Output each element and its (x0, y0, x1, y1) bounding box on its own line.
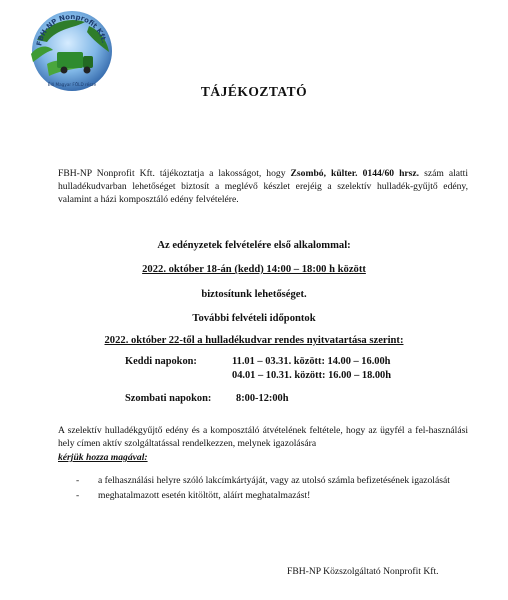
tuesday-hours-2: 04.01 – 10.31. között: 16.00 – 18.00h (232, 370, 392, 381)
intro-address: Zsombó, külter. 0144/60 hrsz. (290, 168, 420, 179)
list-item-text: a felhasználási helyre szóló lakcímkártyáját, vagy az utolsó számla befizetésének igazolását (98, 475, 450, 486)
tuesday-hours-1: 11.01 – 03.31. között: 14.00 – 16.00h (232, 356, 391, 367)
conditions-paragraph: A szelektív hulladékgyűjtő edény és a komposztáló átvételének feltétele, hogy az ügyfél a fel-használási hely címen aktív szolgáltatással rendelkezzen, melynek igazolására (58, 425, 468, 449)
further-dates-from: 2022. október 22-től a hulladékudvar rendes nyitvatartása szerint: (104, 335, 404, 346)
intro-paragraph (58, 167, 468, 206)
logo-small-text: Élő Magyar FÖLD része (47, 82, 97, 87)
first-pickup-heading: Az edényzetek felvételére első alkalommal: (157, 240, 351, 251)
list-item (76, 489, 468, 502)
company-logo (27, 6, 117, 96)
saturday-hours: 8:00-12:00h (236, 393, 289, 404)
requirements-list (76, 474, 468, 504)
document-title: TÁJÉKOZTATÓ (200, 84, 308, 99)
bullet-marker: - (76, 490, 80, 501)
bring-label: kérjük hozza magával: (58, 452, 148, 463)
intro-text-2: szám alatti hulladékudvarban lehetőséget biztosít a meglévő készlet erejéig a szelektív hulladék-gyűjtő edény, valamint a házi komposztáló edény felvételére. (58, 168, 469, 205)
signature-company: FBH-NP Közszolgáltató Nonprofit Kft. (287, 566, 439, 577)
first-pickup-date: 2022. október 18-án (kedd) 14:00 – 18:00 h között (142, 264, 366, 275)
truck-icon (57, 52, 83, 68)
list-item (76, 474, 468, 487)
tuesday-label: Keddi napokon: (125, 356, 197, 367)
first-pickup-closing: biztosítunk lehetőséget. (201, 289, 307, 300)
saturday-label: Szombati napokon: (125, 393, 212, 404)
bullet-marker: - (76, 475, 80, 486)
list-item-text: meghatalmazott esetén kitöltött, aláírt meghatalmazást! (98, 490, 311, 501)
intro-text-1: FBH-NP Nonprofit Kft. tájékoztatja a lakosságot, hogy (58, 168, 291, 179)
further-dates-heading: További felvételi időpontok (192, 313, 316, 324)
logo-arc-text: FBH-NP Nonprofit Kft. (35, 12, 109, 47)
